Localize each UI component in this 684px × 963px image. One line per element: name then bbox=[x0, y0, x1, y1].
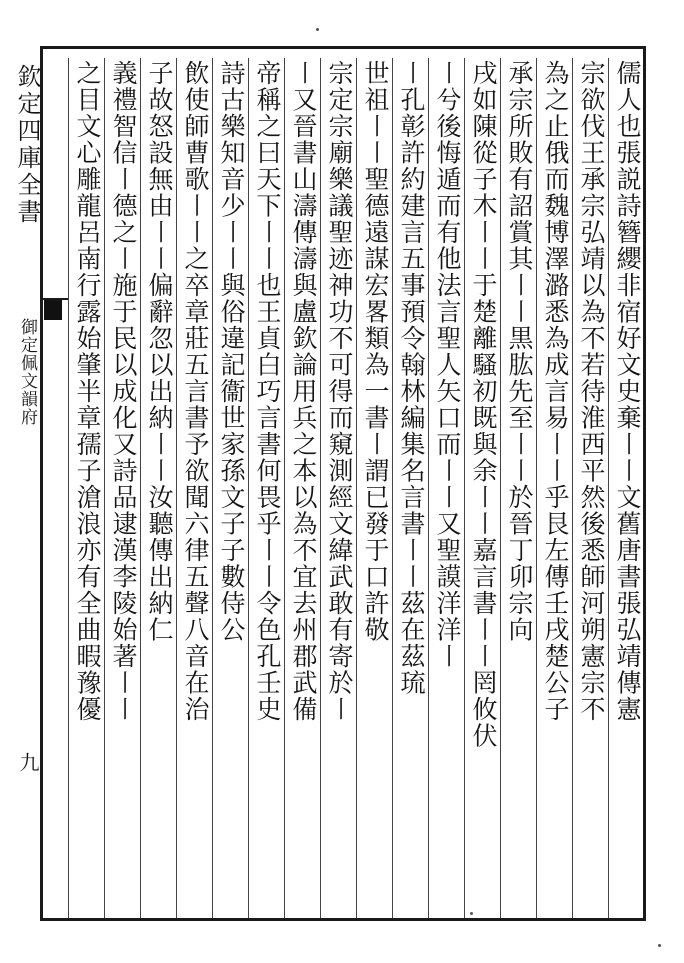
text-column: 宗欲伐王承宗弘靖以為不若待淮西平然後悉師河朔憲宗不 bbox=[577, 60, 606, 723]
text-column: 義禮智信〡德之〡施于民以成化又詩品逮漢李陵始著〡〡 bbox=[109, 60, 138, 723]
right-border bbox=[643, 46, 646, 921]
text-column: 〡兮後悔遁而有他法言聖人矢口而〡〡又聖謨洋洋〡 bbox=[433, 60, 462, 670]
text-column: 飲使師曹歌〡〡之卒章莊五言書予欲聞六律五聲八音在治 bbox=[181, 60, 210, 723]
margin-title: 欽定四庫全書 bbox=[13, 64, 41, 226]
margin-subtitle: 御定佩文韻府 bbox=[17, 318, 37, 426]
text-column: 儒人也張説詩簪纓非宿好文史棄〡〡文舊唐書張弘靖傳憲 bbox=[613, 60, 642, 723]
text-column: 帝稱之曰天下〡〡也王貞白巧言書何畏乎〡〡令色孔壬史 bbox=[253, 60, 282, 723]
bottom-border bbox=[40, 918, 646, 921]
text-column: 之目文心雕龍呂南行露始肇半章孺子滄浪亦有全曲暇豫優 bbox=[73, 60, 102, 723]
text-column: 子故怒設無由〡〡偏辭忽以出納〡〡汝聽傳出納仁 bbox=[145, 60, 174, 643]
text-column: 世祖〡〡聖德遠謀宏畧類為一書〡謂已發于口許敬 bbox=[361, 60, 390, 643]
text-column: 承宗所敗有詔賞其〡〡黒肱先至〡〡於晉丁卯宗向 bbox=[505, 60, 534, 643]
text-column: 〡孔彰許約建言五事預令翰林編集名言書〡〡茲在茲琉 bbox=[397, 60, 426, 696]
text-column: 宗定宗廟樂議聖迹神功不可得而窺測經文緯武敢有寄於〡 bbox=[325, 60, 354, 723]
top-border bbox=[40, 46, 646, 49]
text-column: 為之止俄而魏博澤潞悉為成言易〡〡乎艮左傳壬戌楚公子 bbox=[541, 60, 570, 723]
text-column: 〡又晉書山濤傳濤與盧欽論用兵之本以為不宜去州郡武備 bbox=[289, 60, 318, 723]
fishtail-mark bbox=[44, 300, 62, 320]
text-column: 戌如陳從子木〡〡于楚離騷初既與余〡〡嘉言書〡〡罔攸伏 bbox=[469, 60, 498, 749]
page-number: 九 bbox=[16, 752, 40, 772]
text-column: 詩古樂知音少〡〡與俗違記衞世家孫文子子數侍公 bbox=[217, 60, 246, 643]
margin-divider bbox=[40, 298, 68, 300]
